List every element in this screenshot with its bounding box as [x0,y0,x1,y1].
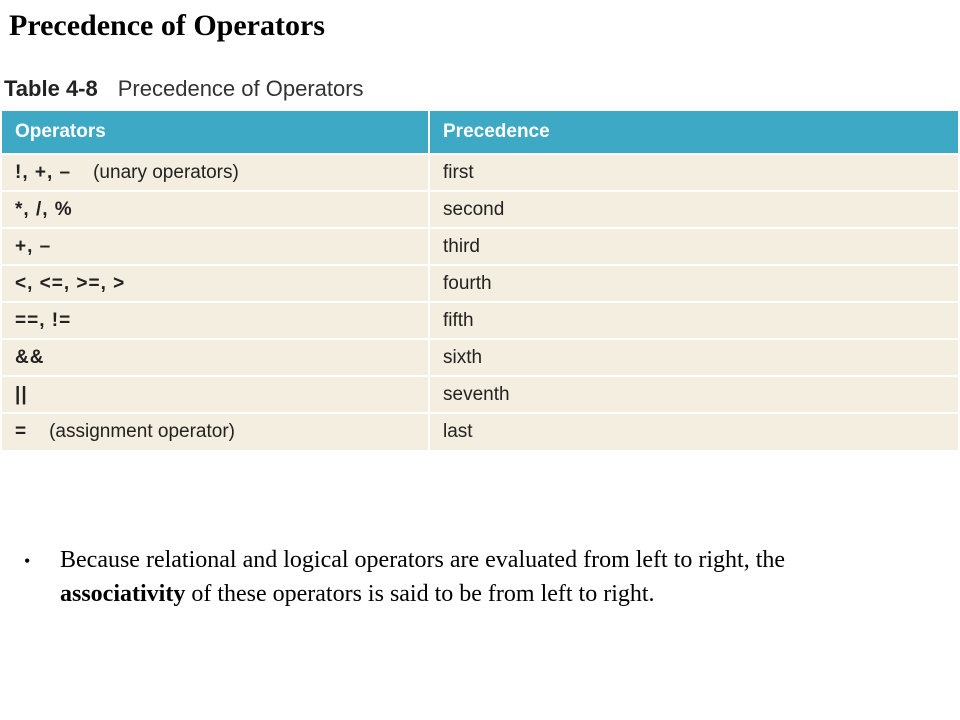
operators-note: (unary operators) [93,161,239,183]
bullet-text [60,544,912,611]
operators-text: <, <=, >=, > [15,272,126,294]
bullet-text-start: Because relational and logical operators are evaluated from left to right, the [60,547,786,573]
operators-text: && [15,346,45,368]
table-row [2,376,958,413]
bullet-text-end: of these operators is said to be from left to right. [185,580,655,607]
table-header-row [2,111,958,154]
operators-cell [2,191,429,228]
table-row [2,302,958,339]
table-row [2,413,958,450]
operators-cell [2,376,429,413]
column-header-precedence: Precedence [429,111,958,154]
precedence-cell: seventh [429,376,958,413]
precedence-cell: last [429,413,958,450]
table-row [2,265,958,302]
operators-cell [2,413,429,450]
table-row [2,154,958,191]
operators-text: +, – [15,235,52,257]
operators-cell [2,228,429,265]
operators-text: !, +, – [15,161,72,183]
operators-cell [2,339,429,376]
precedence-cell: fifth [429,302,958,339]
precedence-cell: third [429,228,958,265]
table-caption [4,74,364,104]
precedence-cell: second [429,191,958,228]
bullet-emphasis: associativity [60,580,186,607]
operators-text: *, /, % [15,198,73,220]
table-row [2,339,958,376]
table-caption-text: Precedence of Operators [117,76,364,101]
operators-text: || [15,383,28,405]
operator-precedence-table [2,111,958,450]
precedence-cell: first [429,154,958,191]
operators-cell [2,265,429,302]
operators-note: (assignment operator) [49,421,235,442]
operators-cell [2,154,429,191]
operators-text: = [15,421,28,442]
operators-text: ==, != [15,309,72,331]
table-row [2,191,958,228]
slide-title: Precedence of Operators [9,9,325,42]
table-caption-label: Table 4-8 [4,76,98,101]
precedence-cell: fourth [429,265,958,302]
table-row [2,228,958,265]
bullet-item [22,544,912,611]
column-header-operators: Operators [2,111,429,154]
bullet-list [22,544,912,611]
operators-cell [2,302,429,339]
precedence-cell: sixth [429,339,958,376]
bullet-icon: • [24,551,31,571]
